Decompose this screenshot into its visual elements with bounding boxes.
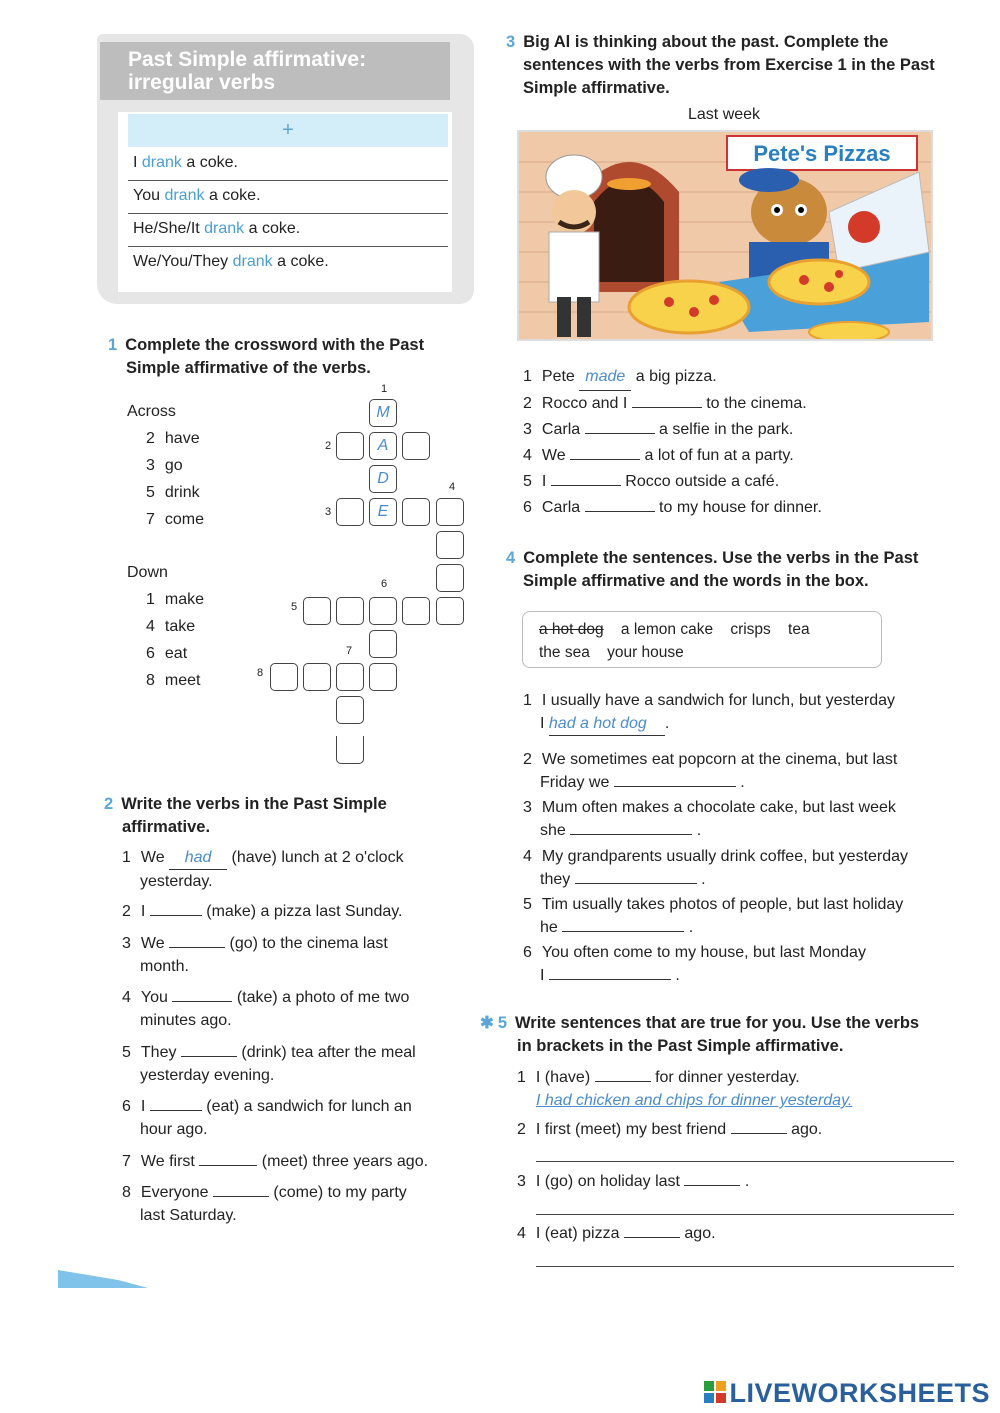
crossword-cell[interactable] — [369, 597, 397, 625]
answer-blank[interactable] — [169, 947, 225, 948]
logo-icon — [704, 1381, 726, 1405]
answer-blank[interactable] — [585, 511, 655, 512]
answer-line[interactable] — [536, 1214, 954, 1215]
ex4-item: 1 I usually have a sandwich for lunch, but yesterday I had a hot dog . — [523, 689, 963, 736]
ex3-item: 3 Carla a selfie in the park. — [523, 421, 794, 438]
ex3-item: 1 Pete made a big pizza. — [523, 364, 943, 391]
crossword-cell[interactable] — [436, 597, 464, 625]
crossword-cell[interactable] — [436, 498, 464, 526]
answer-blank[interactable] — [570, 459, 640, 460]
answer-blank[interactable]: had a hot dog — [549, 712, 665, 736]
word-box-item: the sea — [539, 644, 590, 661]
answer-blank[interactable] — [172, 1001, 232, 1002]
sign-text: Pete's Pizzas — [753, 141, 891, 166]
crossword-cell[interactable] — [436, 564, 464, 592]
ex2-item: 5 They (drink) tea after the meal yesterday evening. — [122, 1044, 416, 1084]
crossword-cell[interactable] — [336, 696, 364, 724]
ex2-item: 6 I (eat) a sandwich for lunch an hour ago. — [122, 1098, 412, 1138]
picture-caption: Last week — [688, 106, 761, 123]
answer-blank[interactable] — [150, 915, 202, 916]
crossword-cell[interactable] — [336, 663, 364, 691]
ex3-items — [523, 364, 943, 521]
word-box-item: crisps — [730, 621, 771, 638]
word-box-item: a lemon cake — [620, 621, 714, 638]
word-box — [522, 611, 882, 668]
answer-blank[interactable] — [199, 1165, 257, 1166]
grammar-title-line2: irregular verbs — [128, 71, 276, 94]
answer-blank[interactable] — [549, 979, 671, 980]
ex4-item: 6 You often come to my house, but last Monday I . — [523, 944, 866, 984]
crossword-cell[interactable] — [336, 736, 364, 764]
ex1-clues: Across 2 have 3 go 5 drink 7 come Down 1 make 4 take 6 eat 8 meet — [127, 398, 204, 694]
star-icon: ✱ — [480, 1014, 494, 1032]
crossword-cell[interactable] — [369, 663, 397, 691]
crossword-cell[interactable] — [402, 498, 430, 526]
plus-bar — [128, 114, 448, 147]
ex5-item: 3 I (go) on holiday last . — [517, 1173, 750, 1190]
grammar-row: I drank a coke. — [128, 148, 448, 181]
answer-blank[interactable] — [213, 1196, 269, 1197]
crossword-cell[interactable] — [336, 498, 364, 526]
ex2-instruction: 2 Write the verbs in the Past Simple affirmative. — [104, 795, 387, 836]
crossword-cell[interactable] — [336, 597, 364, 625]
ex5-instruction: ✱ 5 Write sentences that are true for you. Use the verbs in brackets in the Past Simple affirmative. — [480, 1014, 920, 1055]
ex2-item: 2 I (make) a pizza last Sunday. — [122, 903, 403, 920]
word-box-item: tea — [788, 621, 810, 638]
grammar-title-line1: Past Simple affirmative: — [128, 48, 367, 71]
ex2-item: 4 You (take) a photo of me two minutes ago. — [122, 989, 410, 1029]
crossword-cell[interactable] — [436, 531, 464, 559]
liveworksheets-logo — [704, 1378, 990, 1408]
crossword-cell[interactable]: M — [369, 399, 397, 427]
crossword-cell[interactable]: D — [369, 465, 397, 493]
crossword-cell[interactable] — [303, 663, 331, 691]
grammar-row: We/You/They drank a coke. — [133, 253, 329, 270]
answer-line[interactable] — [536, 1161, 954, 1162]
grammar-row: He/She/It drank a coke. — [128, 214, 448, 247]
grammar-row: You drank a coke. — [128, 181, 448, 214]
answer-blank[interactable] — [570, 834, 692, 835]
crossword-cell[interactable] — [303, 597, 331, 625]
answer-blank[interactable]: had — [169, 846, 227, 870]
answer-blank[interactable] — [150, 1110, 202, 1111]
plus-icon: + — [282, 119, 294, 141]
crossword-cell[interactable] — [402, 597, 430, 625]
crossword-cell[interactable] — [369, 630, 397, 658]
ex4-item: 3 Mum often makes a chocolate cake, but last week she . — [523, 799, 896, 839]
ex3-item: 5 I Rocco outside a café. — [523, 473, 780, 490]
crossword-cell[interactable]: E — [369, 498, 397, 526]
crossword-cell[interactable] — [270, 663, 298, 691]
ex4-instruction: 4 Complete the sentences. Use the verbs in the Past Simple affirmative and the words in the box. — [506, 549, 919, 590]
answer-blank[interactable] — [632, 407, 702, 408]
answer-blank[interactable] — [585, 433, 655, 434]
answer-blank[interactable] — [684, 1185, 740, 1186]
down-label: Down — [127, 564, 168, 581]
ex3-item: 6 Carla to my house for dinner. — [523, 499, 822, 516]
answer-line[interactable] — [536, 1266, 954, 1267]
across-label: Across — [127, 403, 176, 420]
ex4-item: 5 Tim usually takes photos of people, but last holiday he . — [523, 896, 904, 936]
answer-blank[interactable] — [575, 883, 697, 884]
crossword-cell[interactable] — [402, 432, 430, 460]
pizza-illustration — [517, 130, 933, 341]
ex3-instruction: 3 Big Al is thinking about the past. Complete the sentences with the verbs from Exercise 1 in the Past Simple affirmative. — [506, 33, 935, 97]
ex3-item: 4 We a lot of fun at a party. — [523, 447, 794, 464]
crossword-cell[interactable] — [336, 432, 364, 460]
ex5-item: 1 I (have) for dinner yesterday. I had chicken and chips for dinner yesterday. — [517, 1069, 853, 1109]
answer-blank[interactable] — [624, 1237, 680, 1238]
answer-blank[interactable] — [614, 786, 736, 787]
ex5-item: 2 I first (meet) my best friend ago. — [517, 1121, 823, 1138]
ex2-item: 8 Everyone (come) to my party last Saturday. — [122, 1184, 407, 1224]
grammar-title — [100, 42, 450, 100]
crossword-cell[interactable]: A — [369, 432, 397, 460]
answer-blank[interactable] — [595, 1081, 651, 1082]
ex2-item: 3 We (go) to the cinema last month. — [122, 935, 388, 975]
word-box-item: a hot dog — [539, 621, 604, 638]
ex4-item: 4 My grandparents usually drink coffee, but yesterday they . — [523, 848, 909, 888]
logo-text: LIVEWORKSHEETS — [729, 1377, 990, 1408]
word-box-item: your house — [607, 644, 684, 661]
ex1-instruction: 1 Complete the crossword with the Past Simple affirmative of the verbs. — [108, 336, 425, 377]
ex5-item: 4 I (eat) pizza ago. — [517, 1225, 716, 1242]
ex4-item: 2 We sometimes eat popcorn at the cinema, but last Friday we . — [523, 751, 898, 791]
answer-blank[interactable] — [731, 1133, 787, 1134]
ex2-item: 1 We had (have) lunch at 2 o'clock yesterday. — [122, 846, 472, 893]
ex3-item: 2 Rocco and I to the cinema. — [523, 395, 807, 412]
answer-blank[interactable] — [562, 931, 684, 932]
ex2-item: 7 We first (meet) three years ago. — [122, 1153, 429, 1170]
answer-blank[interactable] — [181, 1056, 237, 1057]
answer-blank[interactable] — [551, 485, 621, 486]
answer-blank[interactable]: made — [579, 364, 631, 391]
page-corner-decoration — [58, 1268, 148, 1288]
